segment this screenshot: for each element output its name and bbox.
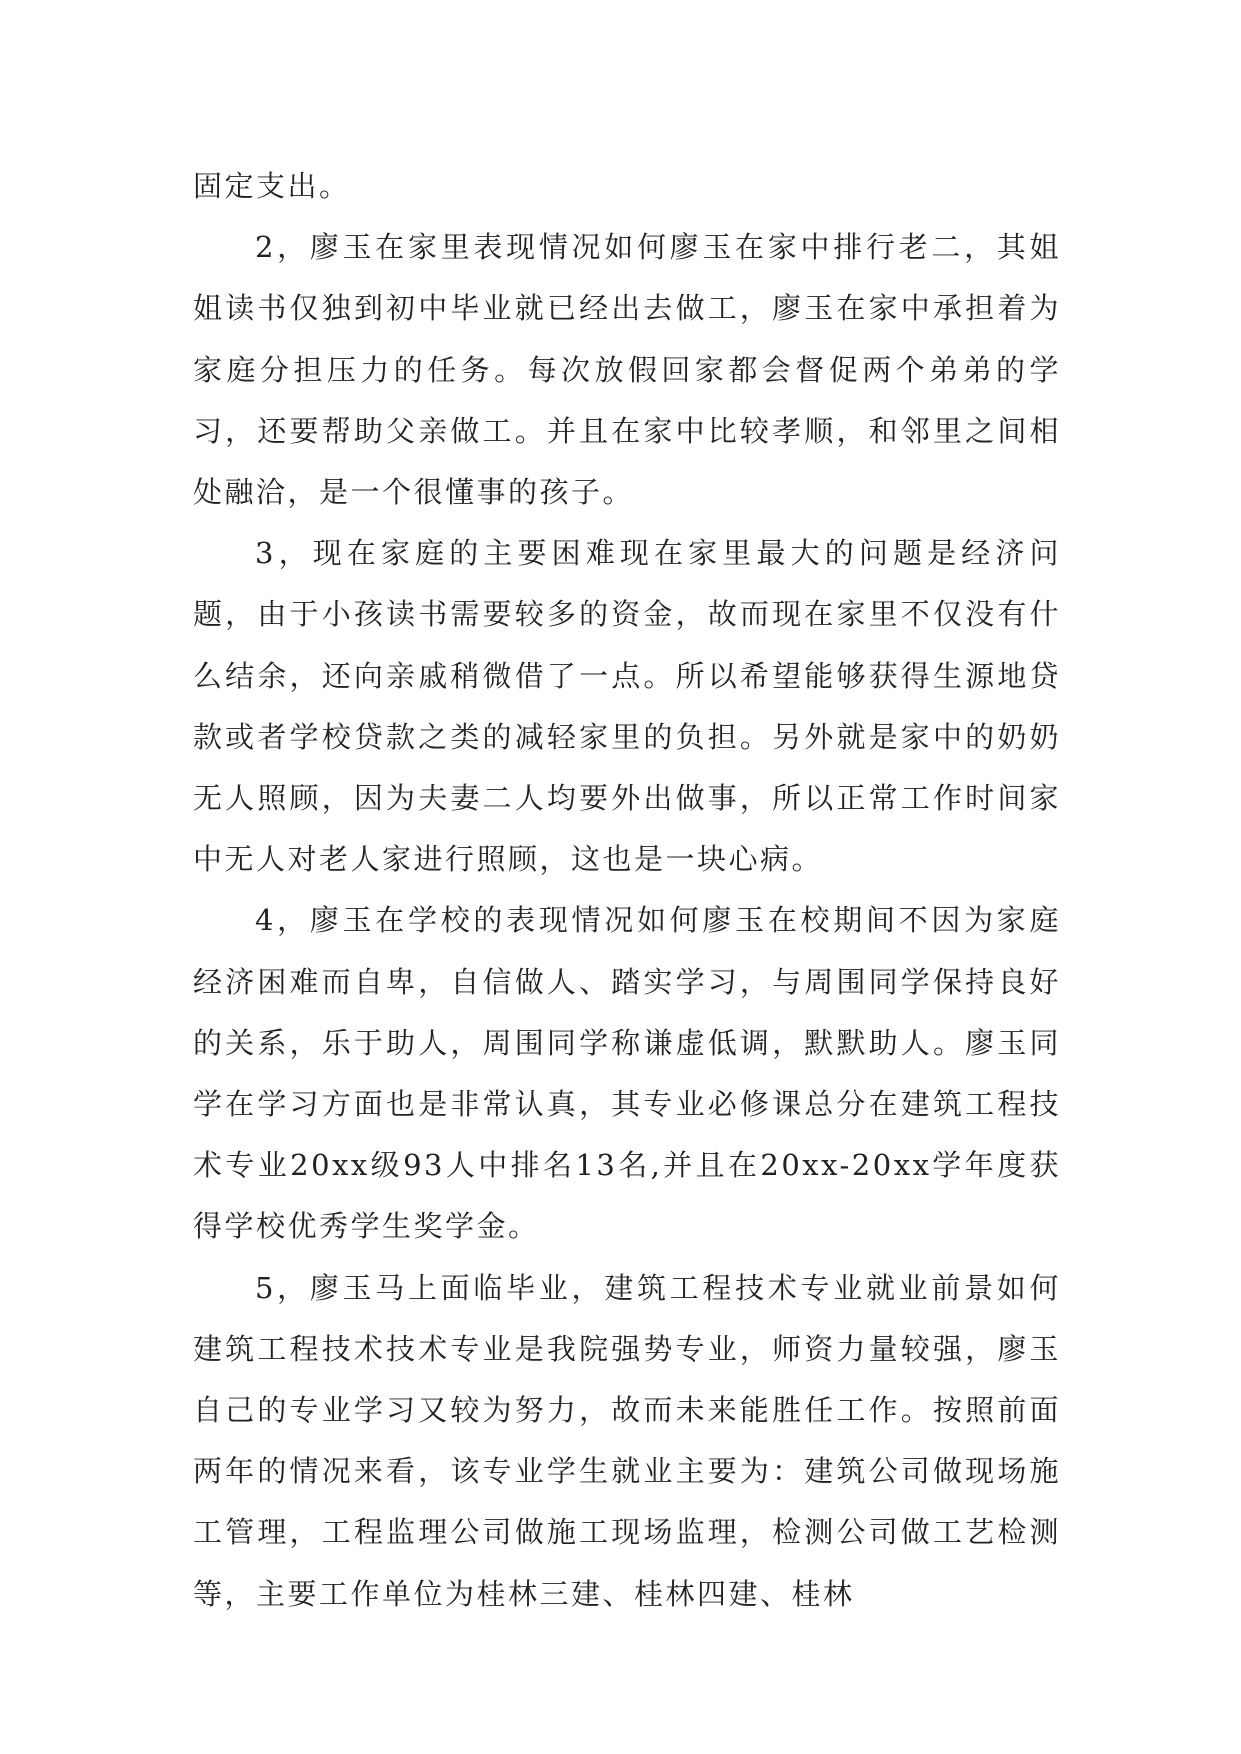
paragraph-continuation: 固定支出。 bbox=[193, 169, 351, 203]
paragraph-item-4: 4，廖玉在学校的表现情况如何廖玉在校期间不因为家庭经济困难而自卑，自信做人、踏实学习，与周围同学保持良好的关系，乐于助人，周围同学称谦虚低调，默默助人。廖玉同学在学习方面也是非常认真，其专业必修课总分在建筑工程技术专业20xx级93人中排名13名,并且在20xx-20xx学年度获得学校优秀学生奖学金。 bbox=[193, 903, 1061, 1244]
document-body bbox=[193, 156, 1061, 1625]
paragraph-item-3: 3，现在家庭的主要困难现在家里最大的问题是经济问题，由于小孩读书需要较多的资金，故而现在家里不仅没有什么结余，还向亲戚稍微借了一点。所以希望能够获得生源地贷款或者学校贷款之类的减轻家里的负担。另外就是家中的奶奶无人照顾，因为夫妻二人均要外出做事，所以正常工作时间家中无人对老人家进行照顾，这也是一块心病。 bbox=[193, 536, 1061, 877]
paragraph-item-5: 5，廖玉马上面临毕业，建筑工程技术专业就业前景如何建筑工程技术技术专业是我院强势专业，师资力量较强，廖玉自己的专业学习又较为努力，故而未来能胜任工作。按照前面两年的情况来看，该专业学生就业主要为：建筑公司做现场施工管理，工程监理公司做施工现场监理，检测公司做工艺检测等，主要工作单位为桂林三建、桂林四建、桂林 bbox=[193, 1270, 1061, 1611]
paragraph-item-2: 2，廖玉在家里表现情况如何廖玉在家中排行老二，其姐姐读书仅独到初中毕业就已经出去做工，廖玉在家中承担着为家庭分担压力的任务。每次放假回家都会督促两个弟弟的学习，还要帮助父亲做工。并且在家中比较孝顺，和邻里之间相处融洽，是一个很懂事的孩子。 bbox=[193, 230, 1061, 510]
